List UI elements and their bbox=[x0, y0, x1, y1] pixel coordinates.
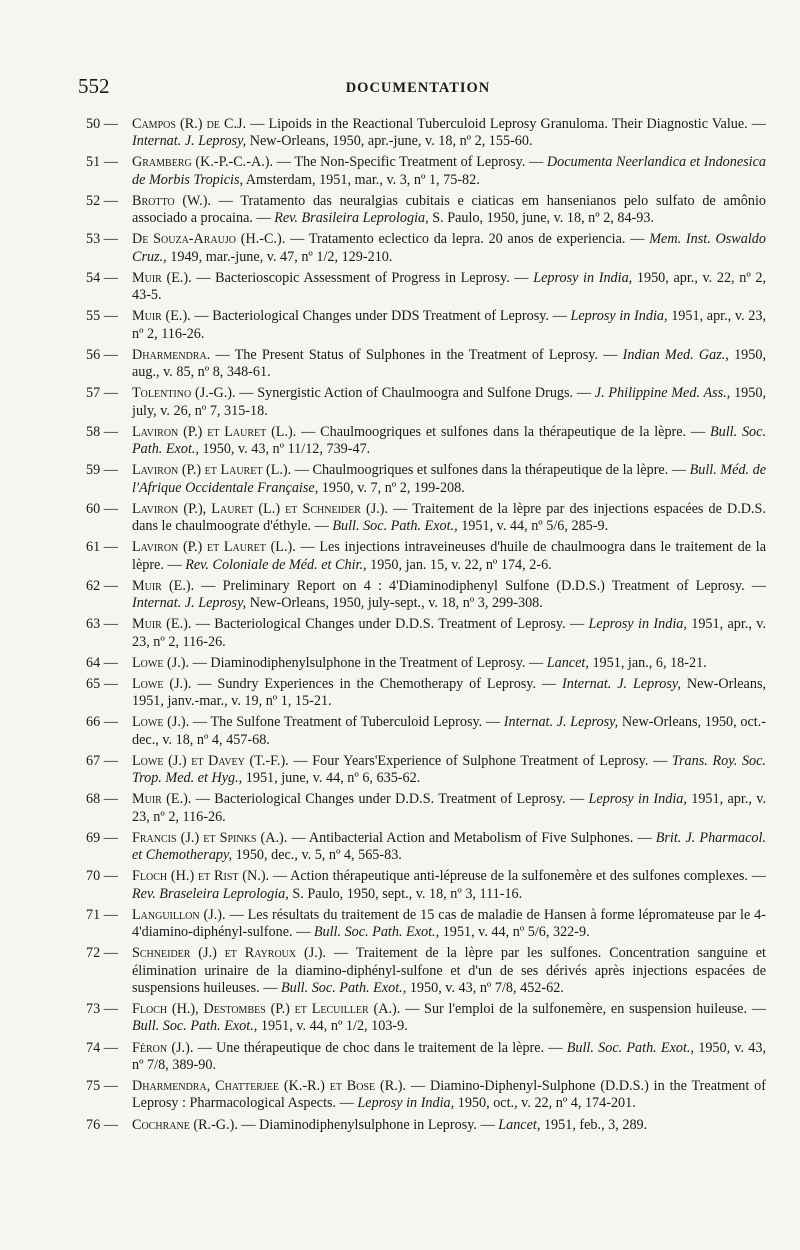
entry-title: — Diaminodiphenylsulphone in Leprosy. — bbox=[237, 1116, 499, 1133]
entry-journal: Bull. Soc. Path. Exot., bbox=[313, 924, 440, 941]
entry-journal: Rev. Braseleira Leprologia, bbox=[132, 885, 289, 902]
entry-text bbox=[132, 868, 766, 903]
entry-journal: Leprosy in India, bbox=[588, 616, 687, 633]
entry-author: Muir (E.). bbox=[132, 577, 195, 594]
entry-author: Cochrane (R.-G.). bbox=[132, 1116, 238, 1133]
entry-title: — Tratamento eclectico da lepra. 20 anos de experiencia. — bbox=[285, 231, 650, 248]
entry-number: 68 — bbox=[86, 791, 118, 808]
entry-author: Lowe (J.). bbox=[132, 675, 192, 692]
bibliography-entry bbox=[86, 868, 766, 903]
bibliography-entry bbox=[86, 424, 766, 459]
page-number: 552 bbox=[78, 74, 110, 98]
entry-journal: Rev. Coloniale de Méd. et Chir., bbox=[185, 556, 367, 573]
entry-title: — Bacterioscopic Assessment of Progress in Leprosy. — bbox=[191, 269, 534, 286]
entry-number: 60 — bbox=[86, 500, 118, 517]
entry-author: Brotto (W.). bbox=[132, 192, 211, 209]
entry-text bbox=[132, 1040, 766, 1075]
entry-title: — Bacteriological Changes under D.D.S. Treatment of Leprosy. — bbox=[191, 791, 589, 808]
bibliography-list bbox=[86, 116, 766, 1138]
entry-number: 62 — bbox=[86, 577, 118, 594]
bibliography-entry bbox=[86, 270, 766, 305]
entry-journal: Internat. J. Leprosy, bbox=[132, 595, 247, 612]
entry-details: Amsterdam, 1951, mar., v. 3, nº 1, 75-82. bbox=[243, 171, 480, 188]
entry-journal: Bull. Soc. Path. Exot., bbox=[332, 518, 458, 535]
entry-number: 57 — bbox=[86, 385, 118, 402]
entry-author: Lowe (J.) et Davey (T.-F.). bbox=[132, 752, 289, 769]
entry-text bbox=[132, 791, 766, 826]
bibliography-entry bbox=[86, 791, 766, 826]
entry-author: Laviron (P.), Lauret (L.) et Schneider (J.). bbox=[132, 500, 389, 517]
entry-journal: Leprosy in India, bbox=[588, 791, 687, 808]
entry-author: Muir (E.). bbox=[132, 616, 192, 633]
entry-number: 52 — bbox=[86, 192, 118, 209]
entry-title: — Bacteriological Changes under D.D.S. Treatment of Leprosy. — bbox=[191, 616, 589, 633]
entry-number: 76 — bbox=[86, 1116, 118, 1133]
entry-number: 58 — bbox=[86, 423, 118, 440]
entry-details: 1950, v. 43, nº 11/12, 739-47. bbox=[198, 441, 371, 458]
entry-number: 75 — bbox=[86, 1078, 118, 1095]
entry-text bbox=[132, 193, 766, 228]
entry-author: Muir (E.). bbox=[132, 308, 191, 325]
bibliography-entry bbox=[86, 154, 766, 189]
entry-number: 67 — bbox=[86, 752, 118, 769]
bibliography-entry bbox=[86, 578, 766, 613]
entry-details: 1950, v. 43, nº 7/8, 452-62. bbox=[406, 979, 564, 996]
entry-title: — Tratamento das neuralgias cubitais e ciaticas em hansenianos pelo sulfato de amônio associado a procaina. — bbox=[132, 192, 766, 227]
entry-number: 69 — bbox=[86, 829, 118, 846]
entry-author: Tolentino (J.-G.). bbox=[132, 385, 236, 402]
entry-title: — Bacteriological Changes under DDS Treatment of Leprosy. — bbox=[190, 308, 571, 325]
entry-journal: Mem. Inst. Oswaldo Cruz., bbox=[132, 231, 766, 265]
entry-number: 74 — bbox=[86, 1039, 118, 1056]
bibliography-entry bbox=[86, 616, 766, 651]
entry-title: — Sundry Experiences in the Chemotherapy of Leprosy. — bbox=[191, 675, 563, 692]
entry-details: S. Paulo, 1950, sept., v. 18, nº 3, 111-16. bbox=[288, 885, 523, 902]
entry-details: 1951, apr., v. 23, nº 2, 116-26. bbox=[132, 791, 766, 825]
entry-details: 1949, mar.-june, v. 47, nº 1/2, 129-210. bbox=[166, 248, 393, 265]
entry-number: 61 — bbox=[86, 539, 118, 556]
entry-journal: Leprosy in India, bbox=[357, 1095, 455, 1112]
bibliography-entry bbox=[86, 501, 766, 536]
entry-title: — Diamino-Diphenyl-Sulphone (D.D.S.) in the Treatment of Leprosy : Pharmacological Aspects. — bbox=[132, 1078, 766, 1112]
entry-journal: Bull. Méd. de l'Afrique Occidentale Française, bbox=[132, 462, 766, 496]
entry-text bbox=[132, 347, 766, 382]
entry-author: Laviron (P.) et Lauret (L.). bbox=[132, 462, 292, 479]
entry-author: Floch (H.), Destombes (P.) et Lecuiller (A.). bbox=[132, 1001, 401, 1018]
entry-details: 1951, v. 44, nº 5/6, 322-9. bbox=[439, 924, 590, 941]
entry-author: Lowe (J.). bbox=[132, 714, 190, 731]
bibliography-entry bbox=[86, 1001, 766, 1036]
entry-text bbox=[132, 1001, 766, 1036]
entry-details: New-Orleans, 1950, july-sept., v. 18, nº 3, 299-308. bbox=[246, 595, 543, 612]
entry-number: 63 — bbox=[86, 616, 118, 633]
entry-details: New-Orleans, 1951, janv.-mar., v. 19, nº 1, 15-21. bbox=[132, 675, 767, 710]
entry-journal: Lancet, bbox=[498, 1116, 541, 1133]
entry-details: 1951, v. 44, nº 5/6, 285-9. bbox=[457, 518, 609, 535]
entry-author: Schneider (J.) et Rayroux (J.). bbox=[132, 945, 327, 962]
entry-details: 1951, apr., v. 23, nº 2, 116-26. bbox=[132, 616, 766, 650]
entry-journal: Rev. Brasileira Leprologia, bbox=[274, 210, 429, 227]
entry-number: 73 — bbox=[86, 1001, 118, 1018]
entry-text bbox=[132, 830, 766, 865]
entry-author: Floch (H.) et Rist (N.). bbox=[132, 868, 270, 885]
entry-number: 64 — bbox=[86, 654, 118, 671]
bibliography-entry bbox=[86, 753, 766, 788]
bibliography-entry bbox=[86, 1078, 766, 1113]
entry-title: — Les résultats du traitement de 15 cas de maladie de Hansen à forme lépromateuse par le 4-4'diamino-diphényl-sulfone. — bbox=[132, 906, 766, 941]
entry-text bbox=[132, 154, 766, 189]
entry-text bbox=[132, 385, 766, 420]
entry-author: Gramberg (K.-P.-C.-A.). bbox=[132, 154, 274, 171]
page-header bbox=[78, 74, 758, 102]
bibliography-entry bbox=[86, 945, 766, 997]
entry-title: — Traitement de la lèpre par des injections espacées de D.D.S. dans le chaulmoograte d'éthyle. — bbox=[132, 500, 766, 535]
entry-details: 1950, aug., v. 85, nº 8, 348-61. bbox=[132, 346, 767, 381]
bibliography-entry bbox=[86, 655, 766, 672]
entry-text bbox=[132, 907, 766, 942]
entry-number: 70 — bbox=[86, 868, 118, 885]
entry-author: Muir (E.). bbox=[132, 791, 192, 808]
entry-journal: Internat. J. Leprosy, bbox=[562, 675, 681, 692]
entry-text bbox=[132, 424, 766, 459]
bibliography-entry bbox=[86, 308, 766, 343]
entry-journal: Bull. Soc. Path. Exot., bbox=[566, 1039, 695, 1056]
bibliography-entry bbox=[86, 676, 766, 711]
entry-journal: Indian Med. Gaz., bbox=[622, 346, 729, 363]
entry-title: — Chaulmoogriques et sulfones dans la thérapeutique de la lèpre. — bbox=[291, 462, 690, 479]
entry-author: Languillon (J.). bbox=[132, 906, 226, 923]
entry-text bbox=[132, 501, 766, 536]
entry-details: New-Orleans, 1950, oct.-dec., v. 18, nº 4, 457-68. bbox=[132, 714, 766, 748]
entry-title: — Synergistic Action of Chaulmoogra and Sulfone Drugs. — bbox=[235, 385, 595, 402]
entry-number: 59 — bbox=[86, 462, 118, 479]
entry-text bbox=[132, 578, 766, 613]
entry-details: 1950, july, v. 26, nº 7, 315-18. bbox=[132, 385, 766, 419]
entry-details: 1950, v. 7, nº 2, 199-208. bbox=[318, 479, 465, 496]
entry-title: — The Present Status of Sulphones in the Treatment of Leprosy. — bbox=[210, 346, 623, 363]
bibliography-entry bbox=[86, 1040, 766, 1075]
entry-title: — The Sulfone Treatment of Tuberculoid Leprosy. — bbox=[189, 714, 504, 731]
bibliography-entry bbox=[86, 539, 766, 574]
bibliography-entry bbox=[86, 714, 766, 749]
entry-title: — Lipoids in the Reactional Tuberculoid Leprosy Granuloma. Their Diagnostic Value. — bbox=[246, 116, 766, 132]
entry-author: Dharmendra. bbox=[132, 346, 211, 363]
entry-title: — Les injections intraveineuses d'huile de chaulmoogra dans le traitement de la lèpre. — bbox=[132, 539, 767, 573]
entry-number: 54 — bbox=[86, 269, 118, 286]
entry-number: 50 — bbox=[86, 116, 118, 132]
entry-title: — Antibacterial Action and Metabolism of Five Sulphones. — bbox=[287, 829, 656, 846]
entry-journal: Bull. Soc. Path. Exot., bbox=[132, 1018, 258, 1035]
bibliography-entry bbox=[86, 462, 766, 497]
entry-number: 72 — bbox=[86, 945, 118, 962]
entry-details: 1950, dec., v. 5, nº 4, 565-83. bbox=[232, 847, 402, 864]
bibliography-entry bbox=[86, 347, 766, 382]
entry-journal: Internat. J. Leprosy, bbox=[503, 714, 619, 731]
bibliography-entry bbox=[86, 193, 766, 228]
entry-text bbox=[132, 116, 766, 151]
entry-number: 55 — bbox=[86, 308, 118, 325]
entry-details: S. Paulo, 1950, june, v. 18, nº 2, 84-93. bbox=[428, 210, 655, 227]
entry-details: 1951, feb., 3, 289. bbox=[540, 1116, 648, 1133]
entry-text bbox=[132, 270, 766, 305]
entry-text bbox=[132, 308, 766, 343]
entry-details: 1950, v. 43, nº 7/8, 389-90. bbox=[132, 1039, 767, 1073]
entry-title: — Traitement de la lèpre par les sulfones. Concentration sanguine et élimination urinaire de la diamino-diphényl-sulfone et d'un de ses dérivés après injections espacées de suspensions huileuses. — bbox=[132, 945, 766, 996]
entry-journal: Internat. J. Leprosy, bbox=[132, 133, 247, 150]
entry-number: 51 — bbox=[86, 154, 118, 171]
entry-text bbox=[132, 539, 766, 574]
entry-journal: Bull. Soc. Path. Exot., bbox=[280, 979, 407, 996]
entry-title: — Une thérapeutique de choc dans le traitement de la lèpre. — bbox=[193, 1039, 567, 1056]
entry-text bbox=[132, 1117, 766, 1134]
entry-title: — Four Years'Experience of Sulphone Treatment of Leprosy. — bbox=[288, 752, 672, 769]
entry-author: Laviron (P.) et Lauret (L.). bbox=[132, 539, 296, 556]
entry-title: — The Non-Specific Treatment of Leprosy. — bbox=[273, 154, 547, 171]
entry-number: 65 — bbox=[86, 675, 118, 692]
entry-text bbox=[132, 676, 766, 711]
entry-title: — Chaulmoogriques et sulfones dans la thérapeutique de la lèpre. — bbox=[296, 423, 710, 440]
entry-journal: J. Philippine Med. Ass., bbox=[594, 385, 731, 402]
entry-details: 1951, apr., v. 23, nº 2, 116-26. bbox=[132, 308, 767, 342]
bibliography-entry bbox=[86, 907, 766, 942]
entry-author: Muir (E.). bbox=[132, 269, 192, 286]
entry-details: 1950, oct., v. 22, nº 4, 174-201. bbox=[454, 1095, 636, 1112]
entry-text bbox=[132, 1078, 766, 1113]
entry-text bbox=[132, 462, 766, 497]
entry-author: Lowe (J.). bbox=[132, 654, 190, 671]
entry-title: — Action thérapeutique anti-lépreuse de la sulfonemère et des sulfones complexes. — bbox=[269, 868, 766, 885]
entry-journal: Lancet, bbox=[546, 654, 589, 671]
entry-author: Dharmendra, Chatterjee (K.-R.) et Bose (R.). bbox=[132, 1078, 407, 1095]
entry-text bbox=[132, 655, 766, 672]
entry-text bbox=[132, 231, 766, 266]
entry-journal: Leprosy in India, bbox=[533, 269, 633, 286]
bibliography-entry bbox=[86, 231, 766, 266]
entry-title: — Preliminary Report on 4 : 4'Diaminodiphenyl Sulfone (D.D.S.) Treatment of Leprosy. — bbox=[194, 577, 766, 594]
entry-number: 56 — bbox=[86, 346, 118, 363]
entry-details: 1950, apr., v. 22, nº 2, 43-5. bbox=[132, 269, 767, 304]
entry-journal: Documenta Neerlandica et Indonesica de Morbis Tropicis, bbox=[132, 154, 767, 188]
entry-number: 53 — bbox=[86, 231, 118, 248]
entry-title: — Sur l'emploi de la sulfonemère, en suspension huileuse. — bbox=[400, 1001, 766, 1018]
entry-text bbox=[132, 616, 766, 651]
entry-number: 66 — bbox=[86, 714, 118, 731]
bibliography-entry bbox=[86, 830, 766, 865]
entry-details: New-Orleans, 1950, apr.-june, v. 18, nº 2, 155-60. bbox=[246, 133, 533, 150]
entry-text bbox=[132, 945, 766, 997]
bibliography-entry bbox=[86, 1117, 766, 1134]
entry-journal: Trans. Roy. Soc. Trop. Med. et Hyg., bbox=[132, 752, 766, 787]
running-title: DOCUMENTATION bbox=[345, 80, 491, 96]
entry-number: 71 — bbox=[86, 906, 118, 923]
entry-author: De Souza-Araujo (H.-C.). bbox=[132, 231, 286, 248]
entry-details: 1951, june, v. 44, nº 6, 635-62. bbox=[242, 770, 421, 787]
entry-title: — Diaminodiphenylsulphone in the Treatment of Leprosy. — bbox=[189, 654, 547, 671]
entry-journal: Brit. J. Pharmacol. et Chemotherapy, bbox=[132, 829, 766, 864]
entry-author: Francis (J.) et Spinks (A.). bbox=[132, 829, 288, 846]
entry-text bbox=[132, 753, 766, 788]
entry-journal: Leprosy in India, bbox=[570, 308, 668, 325]
entry-journal: Bull. Soc. Path. Exot., bbox=[132, 423, 766, 458]
entry-text bbox=[132, 714, 766, 749]
entry-author: Laviron (P.) et Lauret (L.). bbox=[132, 423, 297, 440]
entry-details: 1950, jan. 15, v. 22, nº 174, 2-6. bbox=[366, 556, 552, 573]
entry-author: Campos (R.) de C.J. bbox=[132, 116, 247, 132]
entry-details: 1951, v. 44, nº 1/2, 103-9. bbox=[257, 1018, 408, 1035]
entry-details: 1951, jan., 6, 18-21. bbox=[588, 654, 707, 671]
entry-author: Féron (J.). bbox=[132, 1039, 194, 1056]
bibliography-entry bbox=[86, 116, 766, 151]
bibliography-entry bbox=[86, 385, 766, 420]
